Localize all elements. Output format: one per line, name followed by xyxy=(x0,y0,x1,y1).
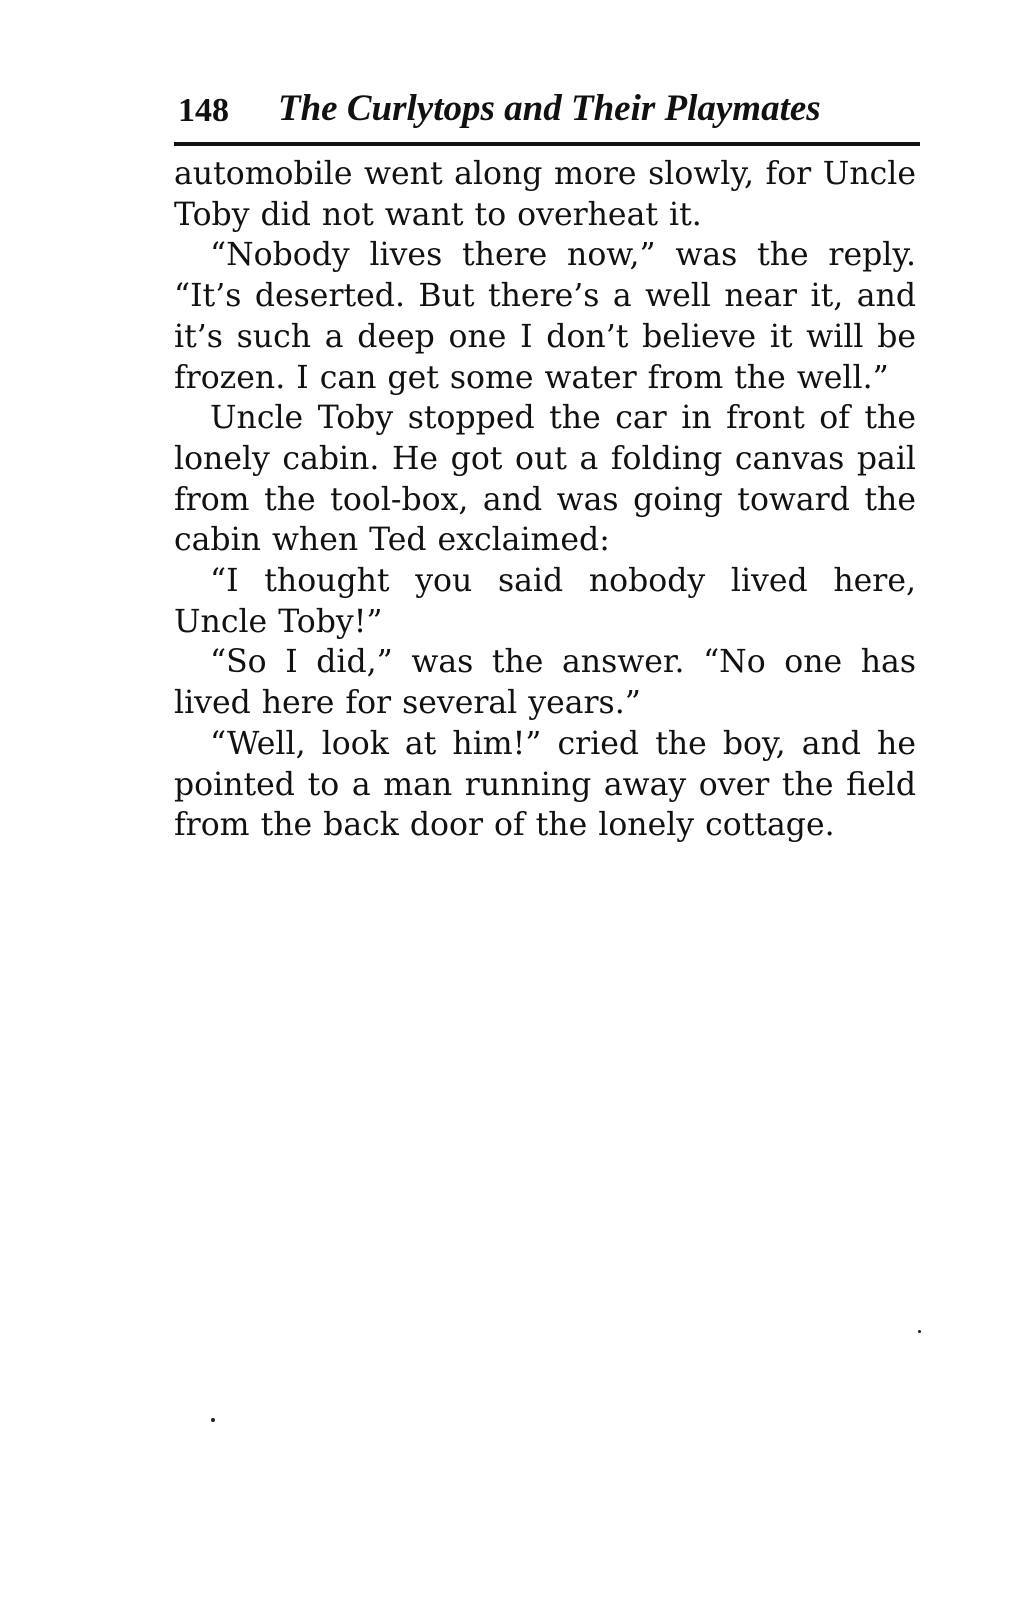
book-title: The Curlytops and Their Playmates xyxy=(278,88,821,129)
scan-speck xyxy=(918,1330,921,1333)
paragraph-narration: Uncle Toby stopped the car in front of the lonely cabin. He got out a folding canvas pail from the tool-box, and was going toward the cabin when Ted exclaimed: xyxy=(174,400,916,559)
scan-speck xyxy=(211,1418,215,1422)
header-rule xyxy=(174,142,920,146)
paragraph-dialogue-reply: “Nobody lives there now,” was the reply. “It’s deserted. But there’s a well near it, and it’s such a deep one I don’t believe it will be frozen. I can get some water from the well.” xyxy=(174,237,916,396)
paragraph-uncle-answer: “So I did,” was the answer. “No one has lived here for several years.” xyxy=(174,644,916,722)
paragraph-ted-exclamation: “I thought you said nobody lived here, Uncle Toby!” xyxy=(174,563,916,640)
running-header xyxy=(174,88,920,138)
paragraph-continuation: automobile went along more slowly, for Uncle Toby did not want to overheat it. xyxy=(174,156,916,233)
page-number: 148 xyxy=(178,92,229,129)
paragraph-final: “Well, look at him!” cried the boy, and he pointed to a man running away over the field from the back door of the lonely cottage. xyxy=(174,725,916,844)
body-text xyxy=(174,154,916,846)
